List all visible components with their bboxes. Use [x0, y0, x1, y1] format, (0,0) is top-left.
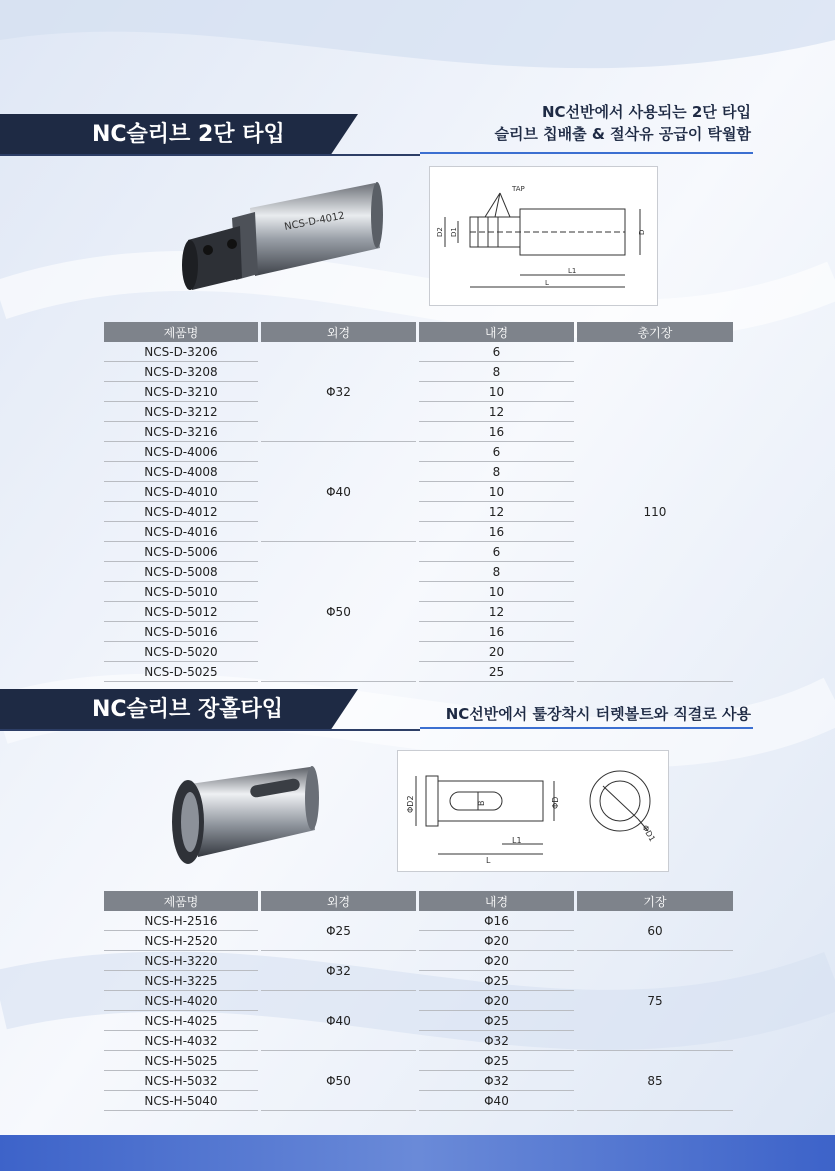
product-code-cell: NCS-D-3208 — [104, 362, 258, 382]
outer-diameter-cell: Φ40 — [261, 991, 416, 1051]
inner-diameter-cell: 25 — [419, 662, 574, 682]
length-cell: 85 — [577, 1051, 733, 1111]
inner-diameter-cell: 8 — [419, 462, 574, 482]
inner-diameter-cell: 12 — [419, 602, 574, 622]
inner-diameter-cell: Φ40 — [419, 1091, 574, 1111]
section1-subtitle-underline — [420, 152, 753, 154]
drawing2-label-d2: ΦD2 — [406, 795, 415, 813]
header-total-length: 총기장 — [577, 322, 733, 342]
table-row — [104, 1051, 733, 1071]
inner-diameter-cell: 16 — [419, 522, 574, 542]
drawing1-label-d: D — [638, 229, 646, 235]
table-row — [104, 342, 733, 362]
product-code-cell: NCS-H-3225 — [104, 971, 258, 991]
header-inner: 내경 — [419, 322, 574, 342]
inner-diameter-cell: 10 — [419, 382, 574, 402]
inner-diameter-cell: 12 — [419, 502, 574, 522]
sleeve-long-hole-drawing — [397, 750, 669, 872]
drawing1-label-tap: TAP — [512, 185, 525, 193]
product-code-cell: NCS-D-5006 — [104, 542, 258, 562]
section2-title-underline — [0, 729, 420, 731]
outer-diameter-cell: Φ50 — [261, 542, 416, 682]
product-code-cell: NCS-H-3220 — [104, 951, 258, 971]
header-outer: 외경 — [261, 891, 416, 911]
product-code-cell: NCS-D-4008 — [104, 462, 258, 482]
product-code-cell: NCS-D-3212 — [104, 402, 258, 422]
sleeve-2step-drawing — [429, 166, 658, 306]
product-code-cell: NCS-H-2516 — [104, 911, 258, 931]
inner-diameter-cell: Φ20 — [419, 951, 574, 971]
product-code-cell: NCS-D-3216 — [104, 422, 258, 442]
section1-title-underline — [0, 154, 420, 156]
product-code-cell: NCS-D-5012 — [104, 602, 258, 622]
table-row — [104, 911, 733, 931]
drawing2-label-l1: L1 — [512, 836, 522, 845]
outer-diameter-cell: Φ50 — [261, 1051, 416, 1111]
product-code-cell: NCS-H-2520 — [104, 931, 258, 951]
section1-subtitle-line2: 슬리브 칩배출 & 절삭유 공급이 탁월함 — [494, 125, 751, 143]
product-code-cell: NCS-H-4025 — [104, 1011, 258, 1031]
product-code-cell: NCS-D-5016 — [104, 622, 258, 642]
product-code-cell: NCS-D-3206 — [104, 342, 258, 362]
outer-diameter-cell: Φ32 — [261, 951, 416, 991]
outer-diameter-cell: Φ32 — [261, 342, 416, 442]
drawing2-label-l: L — [486, 856, 491, 865]
sleeve-long-hole-photo — [160, 762, 330, 867]
inner-diameter-cell: 16 — [419, 422, 574, 442]
inner-diameter-cell: Φ20 — [419, 931, 574, 951]
product-code-cell: NCS-D-4006 — [104, 442, 258, 462]
product-code-cell: NCS-D-4016 — [104, 522, 258, 542]
inner-diameter-cell: 20 — [419, 642, 574, 662]
inner-diameter-cell: Φ25 — [419, 1011, 574, 1031]
header-outer: 외경 — [261, 322, 416, 342]
section1-subtitle-line1: NC선반에서 사용되는 2단 타입 — [541, 103, 751, 121]
table-2step — [104, 322, 733, 682]
product-code-cell: NCS-D-3210 — [104, 382, 258, 402]
section1-title: NC슬리브 2단 타입 — [0, 114, 330, 156]
inner-diameter-cell: 6 — [419, 542, 574, 562]
section2-title: NC슬리브 장홀타입 — [0, 689, 330, 731]
total-length-cell: 110 — [577, 342, 733, 682]
drawing2-label-d1: ΦD1 — [640, 823, 657, 844]
inner-diameter-cell: Φ32 — [419, 1031, 574, 1051]
drawing2-label-b: B — [477, 800, 486, 806]
outer-diameter-cell: Φ25 — [261, 911, 416, 951]
drawing1-label-d2: D2 — [436, 227, 444, 237]
table-header-row — [104, 891, 733, 911]
section2-subtitle: NC선반에서 툴장착시 터렛볼트와 직결로 사용 — [445, 705, 751, 723]
length-cell: 60 — [577, 911, 733, 951]
inner-diameter-cell: 10 — [419, 582, 574, 602]
footer-bar — [0, 1135, 835, 1171]
inner-diameter-cell: 8 — [419, 562, 574, 582]
inner-diameter-cell: 16 — [419, 622, 574, 642]
product-code-cell: NCS-H-4032 — [104, 1031, 258, 1051]
product-code-cell: NCS-D-4012 — [104, 502, 258, 522]
inner-diameter-cell: Φ20 — [419, 991, 574, 1011]
sleeve-2step-photo — [170, 178, 390, 298]
product-code-cell: NCS-H-5040 — [104, 1091, 258, 1111]
product-code-cell: NCS-D-4010 — [104, 482, 258, 502]
sleeve-marking: NCS-D-4012 — [283, 210, 346, 233]
header-product: 제품명 — [104, 322, 258, 342]
section2-subtitle-underline — [420, 727, 753, 729]
header-length: 기장 — [577, 891, 733, 911]
drawing1-label-d1: D1 — [450, 227, 458, 237]
product-code-cell: NCS-H-4020 — [104, 991, 258, 1011]
inner-diameter-cell: 10 — [419, 482, 574, 502]
table-row — [104, 951, 733, 971]
inner-diameter-cell: 8 — [419, 362, 574, 382]
drawing1-label-l: L — [545, 279, 549, 287]
product-code-cell: NCS-D-5020 — [104, 642, 258, 662]
inner-diameter-cell: Φ25 — [419, 1051, 574, 1071]
drawing1-label-l1: L1 — [568, 267, 577, 275]
header-product: 제품명 — [104, 891, 258, 911]
table-header-row — [104, 322, 733, 342]
inner-diameter-cell: Φ16 — [419, 911, 574, 931]
inner-diameter-cell: 12 — [419, 402, 574, 422]
inner-diameter-cell: Φ32 — [419, 1071, 574, 1091]
length-cell: 75 — [577, 951, 733, 1051]
product-code-cell: NCS-D-5008 — [104, 562, 258, 582]
drawing2-label-d: ΦD — [551, 796, 560, 809]
product-code-cell: NCS-D-5010 — [104, 582, 258, 602]
product-code-cell: NCS-H-5025 — [104, 1051, 258, 1071]
table-long-hole — [104, 891, 733, 1111]
section1-subtitle — [494, 101, 751, 145]
product-code-cell: NCS-D-5025 — [104, 662, 258, 682]
outer-diameter-cell: Φ40 — [261, 442, 416, 542]
header-inner: 내경 — [419, 891, 574, 911]
inner-diameter-cell: Φ25 — [419, 971, 574, 991]
inner-diameter-cell: 6 — [419, 442, 574, 462]
inner-diameter-cell: 6 — [419, 342, 574, 362]
product-code-cell: NCS-H-5032 — [104, 1071, 258, 1091]
